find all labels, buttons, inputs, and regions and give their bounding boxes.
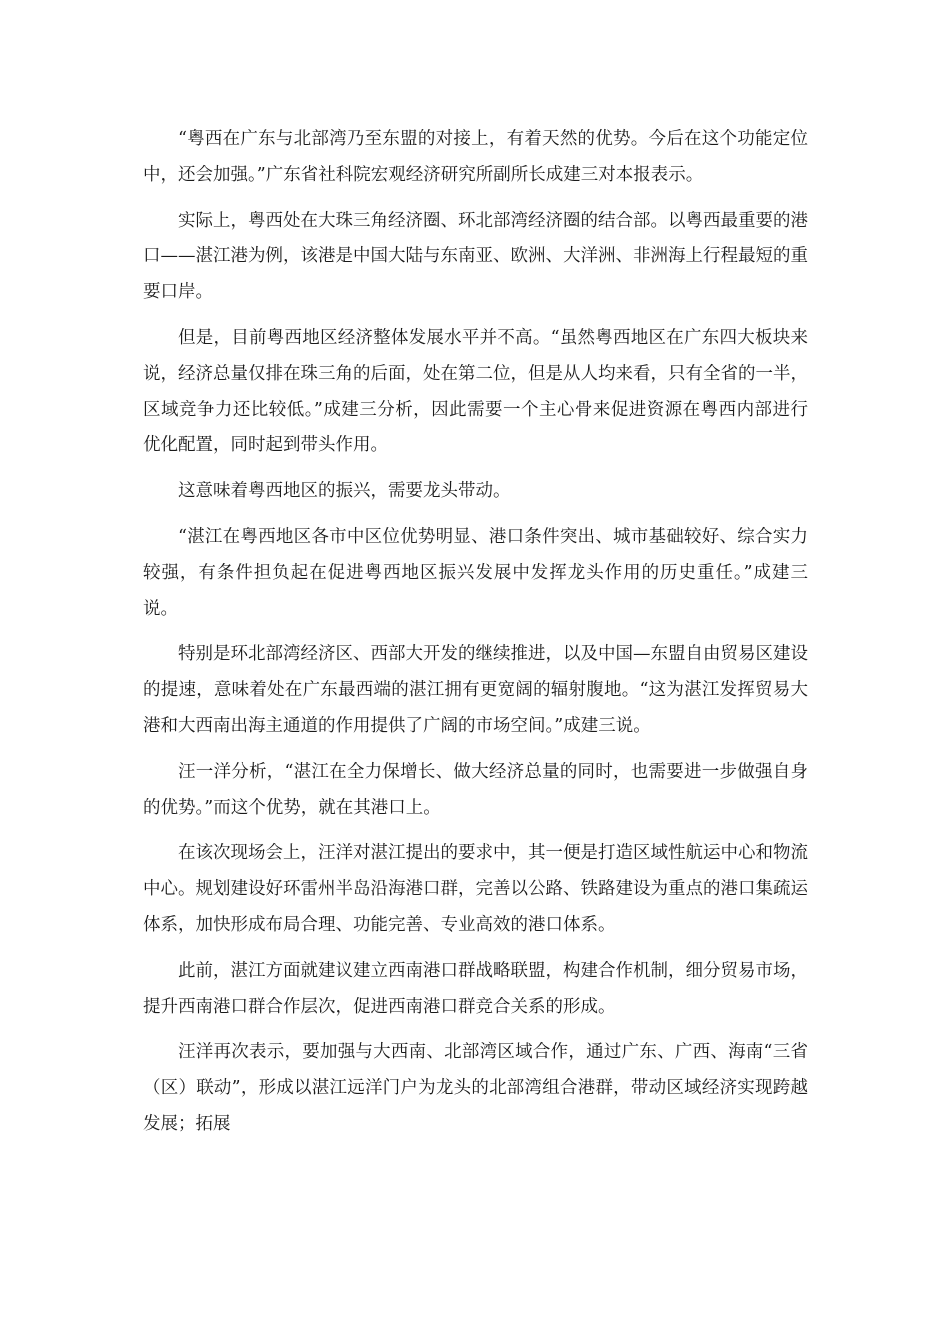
- article-body: [143, 122, 808, 1153]
- paragraph-1: “粤西在广东与北部湾乃至东盟的对接上，有着天然的优势。今后在这个功能定位中，还会加强。”广东省社科院宏观经济研究所副所长成建三对本报表示。: [143, 129, 808, 185]
- paragraph-8: 在该次现场会上，汪洋对湛江提出的要求中，其一便是打造区域性航运中心和物流中心。规划建设好环雷州半岛沿海港口群，完善以公路、铁路建设为重点的港口集疏运体系，加快形成布局合理、功能完善、专业高效的港口体系。: [143, 843, 808, 935]
- paragraph-6: 特别是环北部湾经济区、西部大开发的继续推进，以及中国—东盟自由贸易区建设的提速，意味着处在广东最西端的湛江拥有更宽阔的辐射腹地。“这为湛江发挥贸易大港和大西南出海主通道的作用提供了广阔的市场空间。”成建三说。: [143, 644, 808, 736]
- paragraph-9: 此前，湛江方面就建议建立西南港口群战略联盟，构建合作机制，细分贸易市场，提升西南港口群合作层次，促进西南港口群竞合关系的形成。: [143, 960, 808, 1017]
- paragraph-5: “湛江在粤西地区各市中区位优势明显、港口条件突出、城市基础较好、综合实力较强，有条件担负起在促进粤西地区振兴发展中发挥龙头作用的历史重任。”成建三说。: [143, 526, 808, 619]
- paragraph-3: 但是，目前粤西地区经济整体发展水平并不高。“虽然粤西地区在广东四大板块来说，经济总量仅排在珠三角的后面，处在第二位，但是从人均来看，只有全省的一半，区域竞争力还比较低。”成建三分析，因此需要一个主心骨来促进资源在粤西内部进行优化配置，同时起到带头作用。: [143, 327, 808, 456]
- paragraph-10: 汪洋再次表示，要加强与大西南、北部湾区域合作，通过广东、广西、海南“三省（区）联动”，形成以湛江远洋门户为龙头的北部湾组合港群，带动区域经济实现跨越发展；拓展: [143, 1042, 808, 1134]
- paragraph-4: 这意味着粤西地区的振兴，需要龙头带动。: [178, 481, 511, 502]
- paragraph-2: 实际上，粤西处在大珠三角经济圈、环北部湾经济圈的结合部。以粤西最重要的港口——湛江港为例，该港是中国大陆与东南亚、欧洲、大洋洲、非洲海上行程最短的重要口岸。: [143, 210, 808, 303]
- paragraph-7: 汪一洋分析，“湛江在全力保增长、做大经济总量的同时，也需要进一步做强自身的优势。”而这个优势，就在其港口上。: [143, 761, 808, 818]
